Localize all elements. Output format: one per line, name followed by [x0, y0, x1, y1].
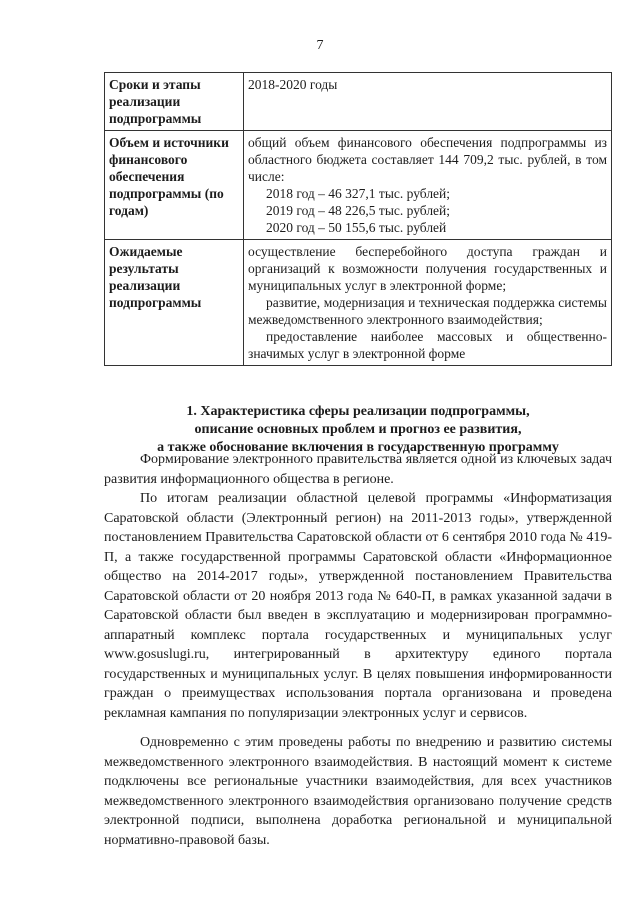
row-label-timing: Сроки и этапы реализации подпрограммы	[105, 73, 244, 131]
row-content-funding	[244, 131, 612, 240]
timing-value: 2018-2020 годы	[248, 77, 338, 92]
row-label-funding: Объем и источники финансового обеспечения подпрограммы (по годам)	[105, 131, 244, 240]
funding-2018: 2018 год – 46 327,1 тыс. рублей;	[266, 186, 451, 201]
row-content-timing	[244, 73, 612, 131]
row-content-results	[244, 240, 612, 366]
table-row	[105, 131, 612, 240]
page-number: 7	[316, 38, 324, 53]
body-paragraph: По итогам реализации областной целевой программы «Информатизация Саратовской области (Электронный регион) на 2011-2013 годы», утвержденной постановлением Правительства Саратовской области от 6 сентября 2010 года № 419-П, а также государственной программы Саратовской области «Информационное общество на 2014-2017 годы», утвержденной постановлением Правительства Саратовской области от 20 ноября 2013 года № 640-П, в рамках указанной задачи в Саратовской области был введен в эксплуатацию и модернизирован программно-аппаратный комплекс портала государственных и муниципальных услуг www.gosuslugi.ru, интегрированный в архитектуру единого портала государственных и муниципальных услуг. В целях повышения информированности граждан о преимуществах использования портала организована и проведена рекламная кампания по популяризации электронных услуг и сервисов.	[104, 491, 612, 721]
heading-line: 1. Характеристика сферы реализации подпрограммы,	[186, 404, 530, 419]
subprogram-passport-table	[104, 72, 612, 366]
result-item: осуществление бесперебойного доступа граждан и организаций к возможности получения государственных и муниципальных услуг в электронной форме;	[248, 244, 607, 293]
heading-line: описание основных проблем и прогноз ее развития,	[194, 422, 522, 437]
result-item: развитие, модернизация и техническая поддержка системы межведомственного электронного взаимодействия;	[248, 295, 607, 327]
funding-total: общий объем финансового обеспечения подпрограммы из областного бюджета составляет 144 709,2 тыс. рублей, в том числе:	[248, 135, 607, 184]
section-body	[104, 450, 612, 850]
row-label-results: Ожидаемые результаты реализации подпрограммы	[105, 240, 244, 366]
heading-line: а также обоснование включения в государственную программу	[157, 440, 559, 455]
funding-2020: 2020 год – 50 155,6 тыс. рублей	[266, 220, 447, 235]
table-row	[105, 73, 612, 131]
section-heading	[104, 403, 612, 457]
body-paragraph: Одновременно с этим проведены работы по внедрению и развитию системы межведомственного электронного взаимодействия. В настоящий момент к системе подключены все региональные участники взаимодействия, для всех участников межведомственного электронного взаимодействия организовано получение средств электронной подписи, выполнена доработка региональной и муниципальной нормативно-правовой базы.	[104, 735, 612, 848]
table-row	[105, 240, 612, 366]
funding-2019: 2019 год – 48 226,5 тыс. рублей;	[266, 203, 451, 218]
result-item: предоставление наиболее массовых и общественно-значимых услуг в электронной форме	[248, 329, 607, 361]
body-paragraph: Формирование электронного правительства является одной из ключевых задач развития информационного общества в регионе.	[104, 452, 612, 487]
